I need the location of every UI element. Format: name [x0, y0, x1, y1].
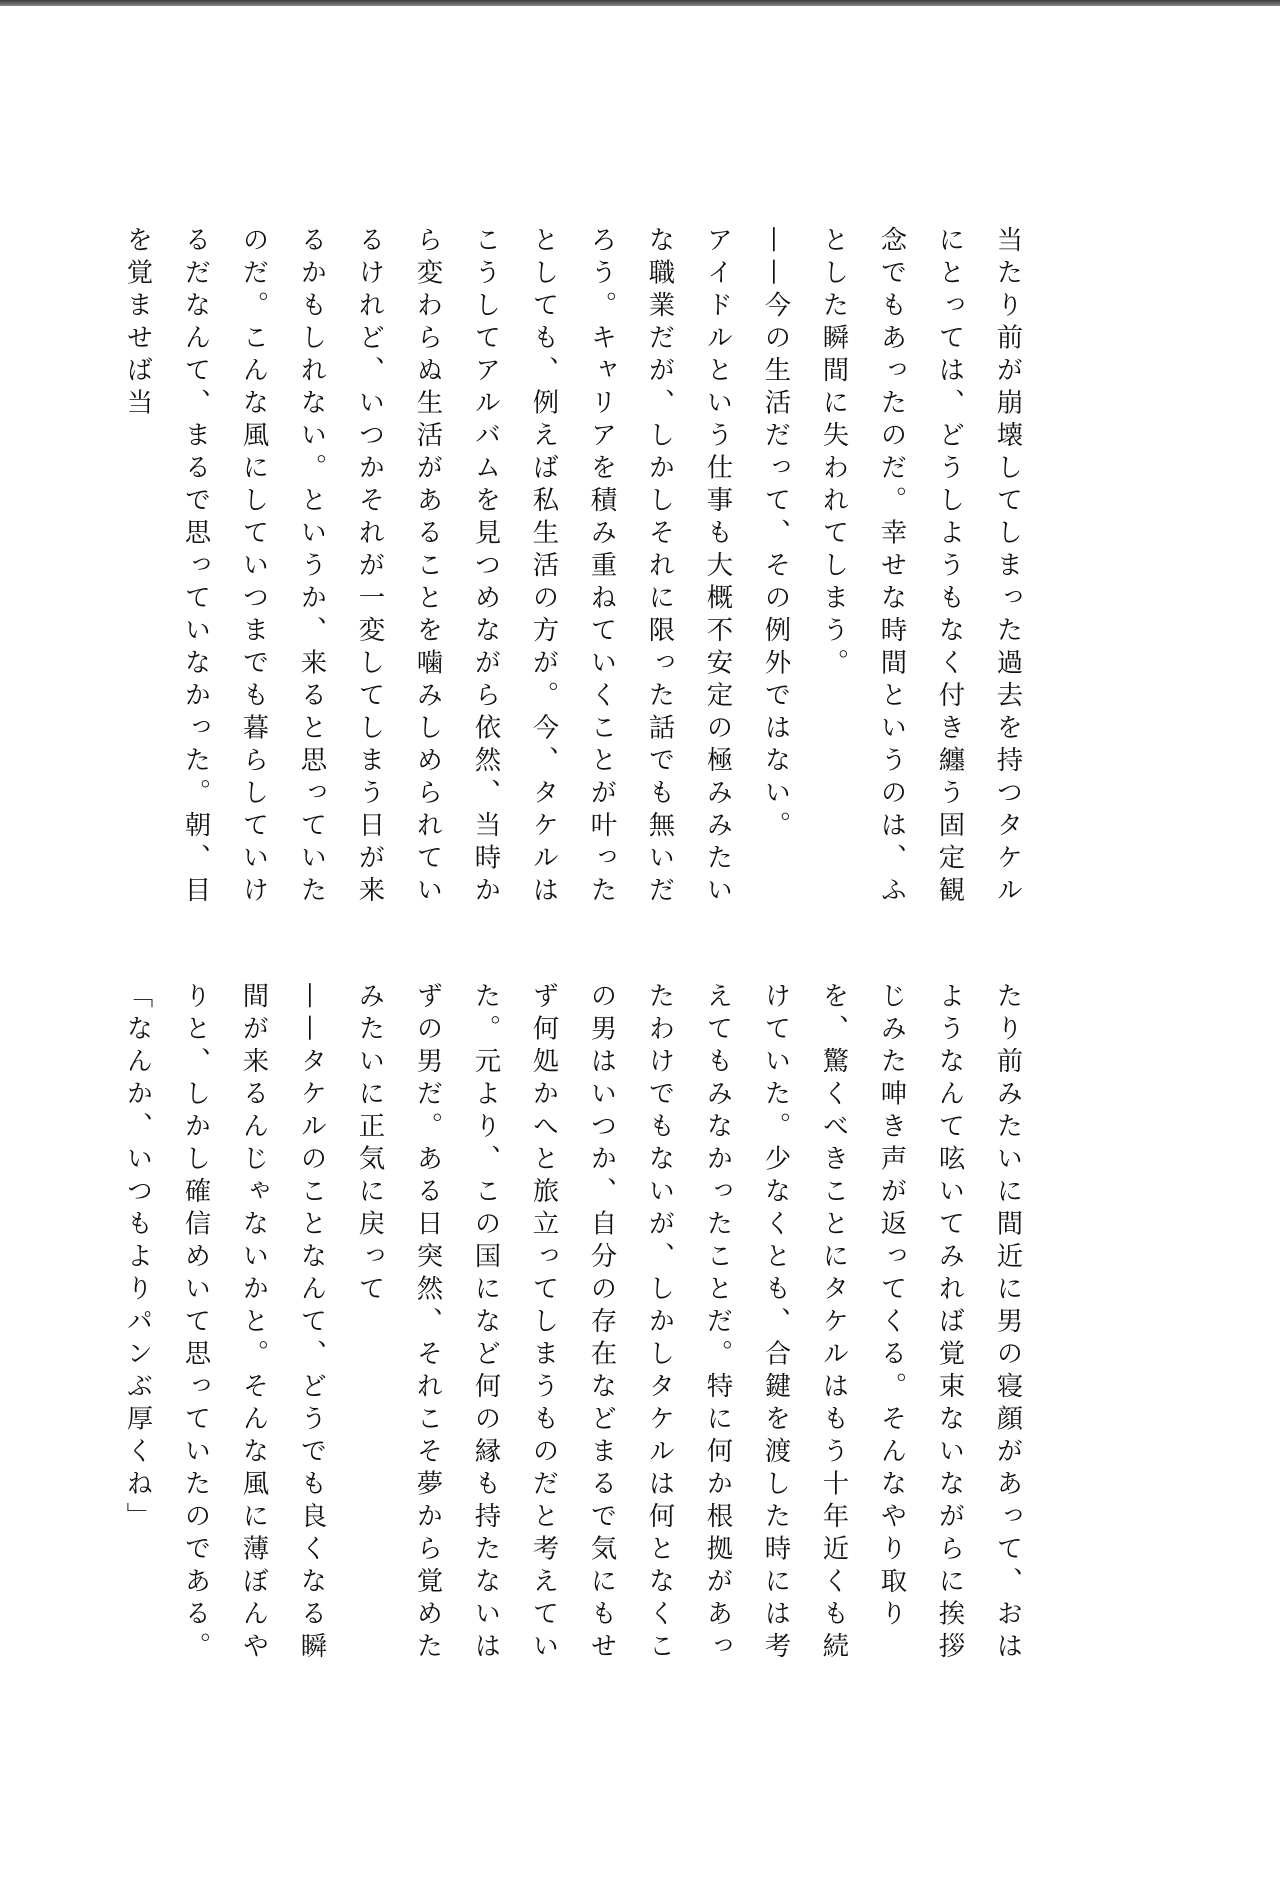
lower-text-block: [122, 982, 1036, 1672]
paragraph: たり前みたいに間近に男の寝顔があって、おはようなんて呟いてみれば覚束ないながらに挨拶じみた呻き声が返ってくる。そんなやり取りを、驚くべきことにタケルはもう十年近くも続けていた。少なくとも、合鍵を渡した時には考えてもみなかったことだ。特に何か根拠があったわけでもないが、しかしタケルは何となくこの男はいつか、自分の存在などまるで気にもせず何処かへと旅立ってしまうものだと考えていた。元より、この国になど何の縁も持たないはずの男だ。ある日突然、それこそ夢から覚めたみたいに正気に戻って: [354, 982, 1023, 1665]
scan-top-edge: [0, 0, 1280, 6]
upper-text-block: [122, 226, 1036, 916]
paragraph: ——タケルのことなんて、どうでも良くなる瞬間が来るんじゃないかと。そんな風に薄ぼんやりと、しかし確信めいて思っていたのである。: [180, 982, 327, 1665]
paragraph: 「なんか、いつもよりパンぶ厚くね」: [122, 982, 153, 1535]
paragraph: 当たり前が崩壊してしまった過去を持つタケルにとっては、どうしようもなく付き纏う固定観念でもあったのだ。幸せな時間というのは、ふとした瞬間に失われてしまう。: [818, 226, 1023, 909]
paragraph: アイドルという仕事も大概不安定の極みみたいな職業だが、しかしそれに限った話でも無いだろう。キャリアを積み重ねていくことが叶ったとしても、例えば私生活の方が。今、タケルはこうしてアルバムを見つめながら依然、当時から変わらぬ生活があることを噛みしめられているけれど、いつかそれが一変してしまう日が来るかもしれない。というか、来ると思っていたのだ。こんな風にしていつまでも暮らしていけるだなんて、まるで思っていなかった。朝、目を覚ませば当: [122, 226, 733, 909]
paragraph: ——今の生活だって、その例外ではない。: [760, 226, 791, 844]
